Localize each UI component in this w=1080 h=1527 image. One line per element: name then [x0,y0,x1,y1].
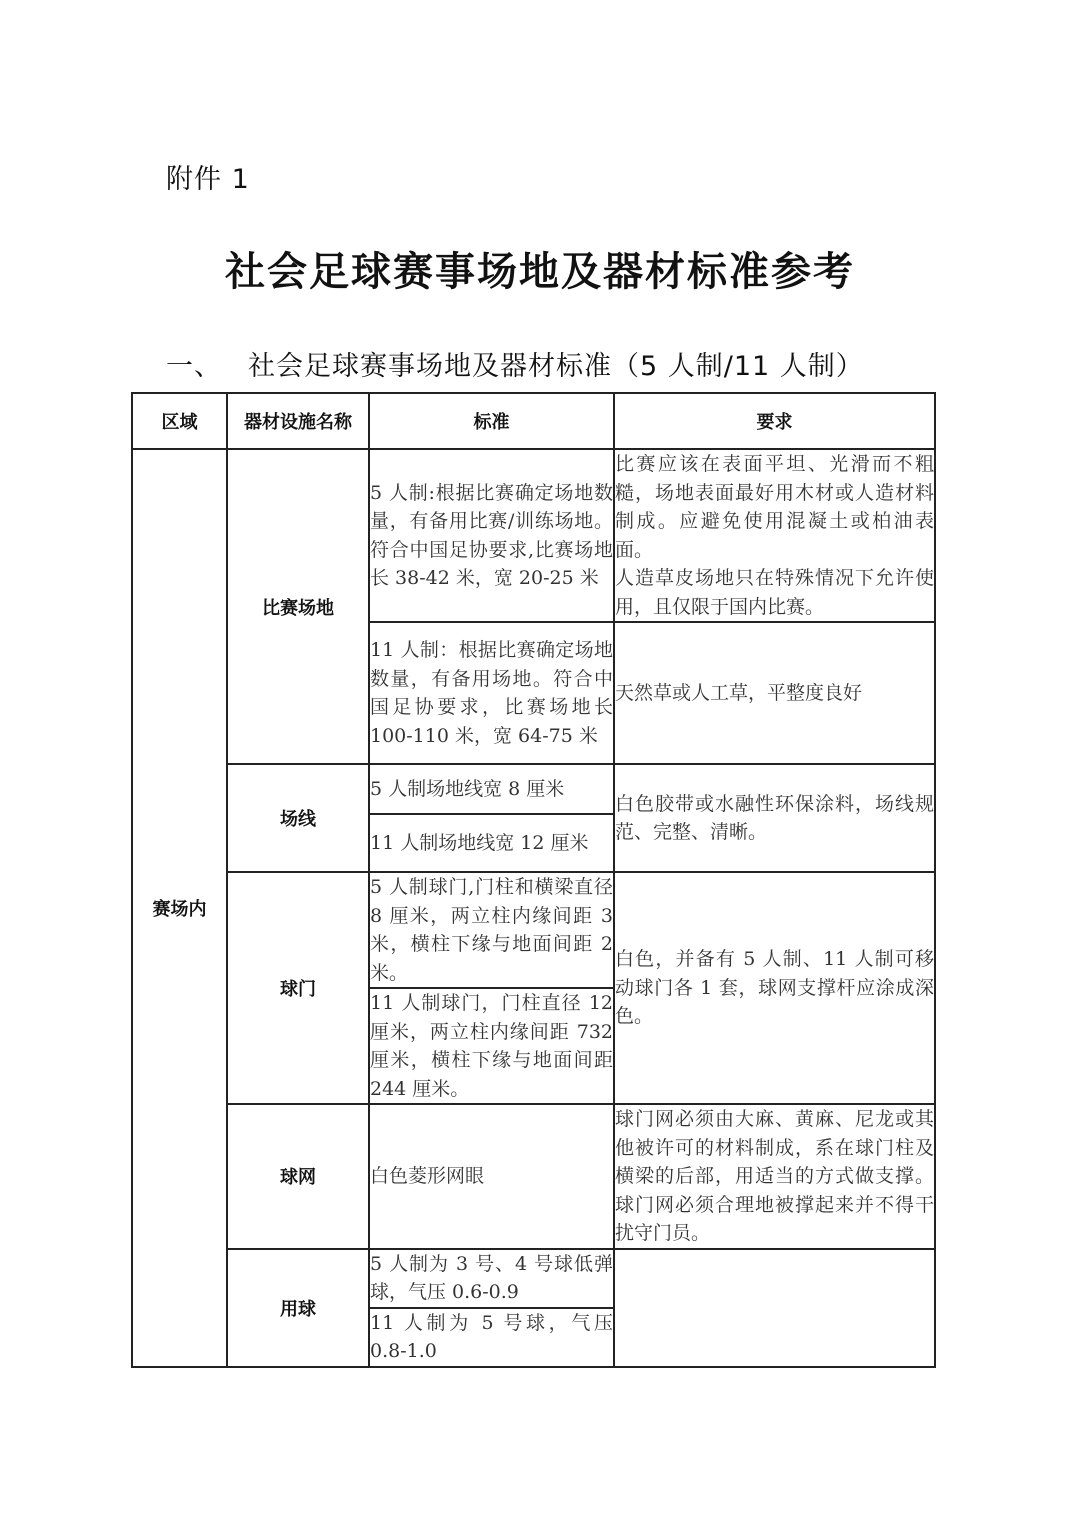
equipment-name: 球门 [227,872,369,1104]
standard-text: 11 人制场地线宽 12 厘米 [369,814,614,872]
attachment-label: 附件 1 [166,164,250,195]
table-row [132,1249,935,1308]
table-row [132,764,935,814]
section-number: 一、 [166,351,222,382]
standard-text: 5 人制:根据比赛确定场地数量，有备用比赛/训练场地。符合中国足协要求,比赛场地长 38-42 米，宽 20-25 米 [369,449,614,622]
requirement-text: 球门网必须由大麻、黄麻、尼龙或其他被许可的材料制成，系在球门柱及横梁的后部，用适当的方式做支撑。球门网必须合理地被撑起来并不得干扰守门员。 [614,1104,935,1249]
header-requirement: 要求 [614,393,935,449]
requirement-text: 比赛应该在表面平坦、光滑而不粗糙，场地表面最好用木材或人造材料制成。应避免使用混凝土或柏油表面。 人造草皮场地只在特殊情况下允许使用，且仅限于国内比赛。 [614,449,935,622]
requirement-text [614,1249,935,1367]
requirement-text: 天然草或人工草，平整度良好 [614,622,935,764]
header-zone: 区域 [132,393,227,449]
standard-text: 白色菱形网眼 [369,1104,614,1249]
standards-table [131,392,936,1368]
standard-text: 11 人制：根据比赛确定场地数量，有备用场地。符合中国足协要求，比赛场地长 100-110 米，宽 64-75 米 [369,622,614,764]
equipment-name: 球网 [227,1104,369,1249]
equipment-name: 场线 [227,764,369,872]
table-row [132,449,935,622]
requirement-text: 白色胶带或水融性环保涂料，场线规范、完整、清晰。 [614,764,935,872]
section-heading-text: 社会足球赛事场地及器材标准（5 人制/11 人制） [248,351,864,382]
equipment-name: 用球 [227,1249,369,1367]
zone-cell: 赛场内 [132,449,227,1367]
table-row [132,1104,935,1249]
table-row [132,872,935,988]
standard-text: 5 人制为 3 号、4 号球低弹球，气压 0.6-0.9 [369,1249,614,1308]
standard-text: 5 人制场地线宽 8 厘米 [369,764,614,814]
standard-text: 5 人制球门,门柱和横梁直径 8 厘米，两立柱内缘间距 3 米，横柱下缘与地面间距 2 米。 [369,872,614,988]
table-header-row [132,393,935,449]
header-equipment-name: 器材设施名称 [227,393,369,449]
section-heading [166,344,864,383]
header-standard: 标准 [369,393,614,449]
standard-text: 11 人制球门，门柱直径 12 厘米，两立柱内缘间距 732 厘米，横柱下缘与地面间距 244 厘米。 [369,988,614,1104]
standard-text: 11 人制为 5 号球，气压 0.8-1.0 [369,1308,614,1367]
equipment-name: 比赛场地 [227,449,369,764]
requirement-text: 白色，并备有 5 人制、11 人制可移动球门各 1 套，球网支撑杆应涂成深色。 [614,872,935,1104]
document-title: 社会足球赛事场地及器材标准参考 [225,249,855,295]
